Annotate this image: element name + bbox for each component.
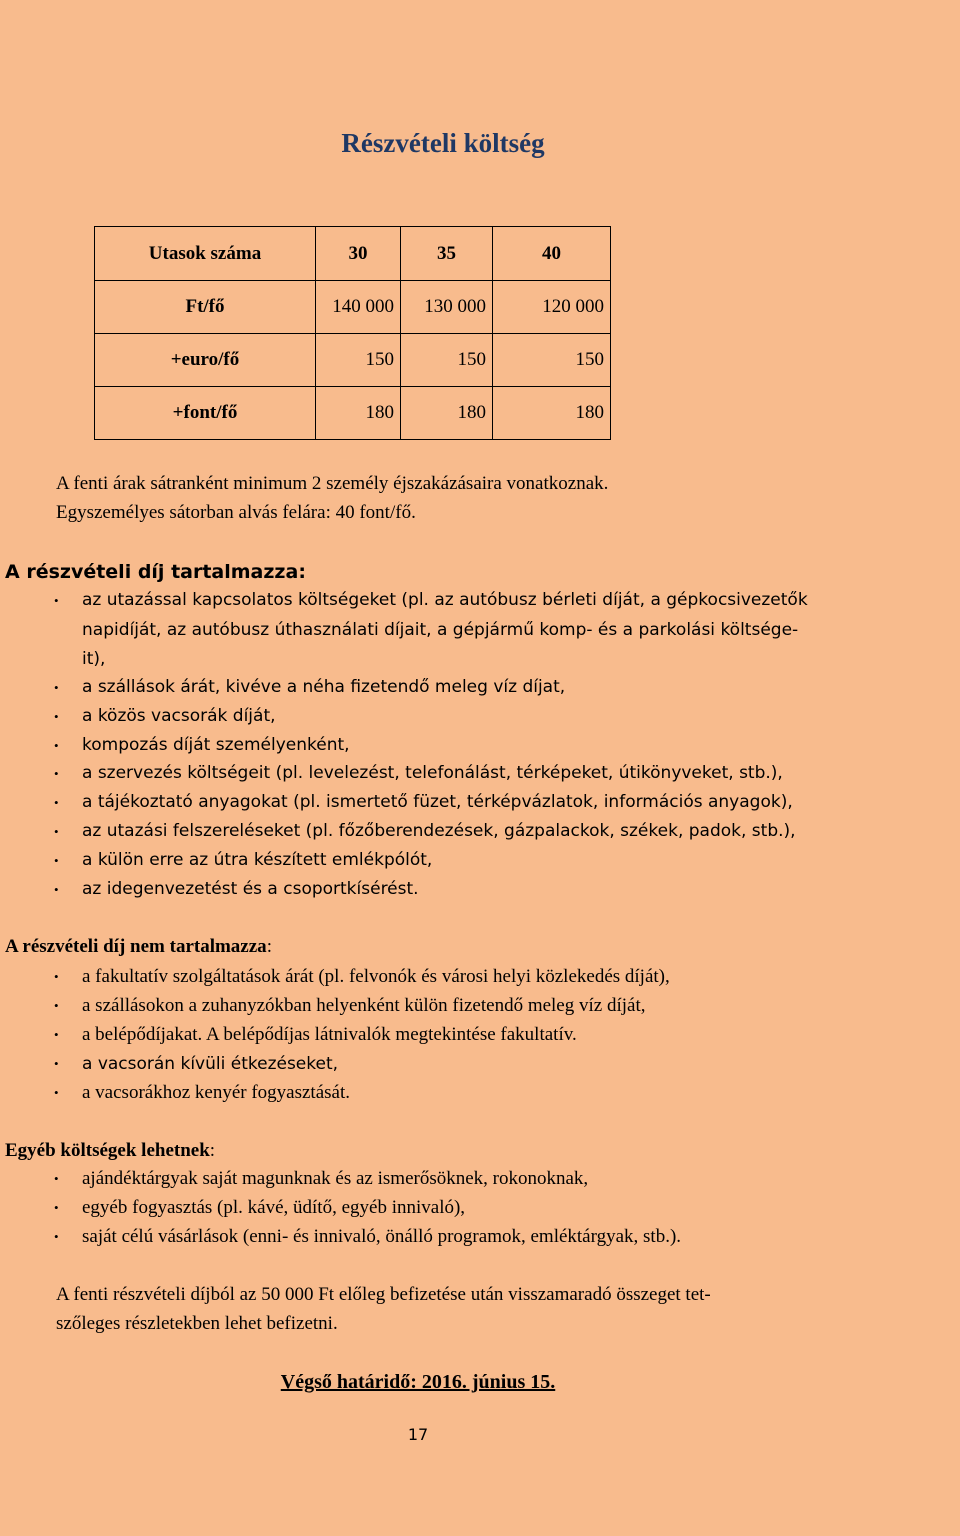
included-heading: A részvételi díj tartalmazza:	[5, 561, 306, 583]
list-item: az utazással kapcsolatos költségeket (pl. az autóbusz bérleti díját, a gépkocsivezetők	[82, 590, 808, 610]
bullet-icon: •	[54, 1085, 59, 1100]
list-item: saját célú vásárlások (enni- és innivaló, önálló programok, emléktárgyak, stb.).	[82, 1226, 682, 1247]
bullet-icon: •	[54, 1027, 59, 1042]
price-table	[94, 226, 611, 440]
table-cell: 150	[493, 334, 611, 387]
bullet-icon: •	[54, 709, 59, 724]
list-item: a szervezés költségeit (pl. levelezést, telefonálást, térképeket, útikönyveket, stb.),	[82, 763, 783, 783]
payment-text: szőleges részletekben lehet befizetni.	[56, 1313, 338, 1334]
table-cell: 180	[316, 387, 401, 440]
list-item: kompozás díját személyenként,	[82, 735, 350, 755]
table-header-cell: 35	[401, 227, 493, 281]
table-cell: 140 000	[316, 281, 401, 334]
table-row	[95, 387, 611, 440]
table-cell: 180	[401, 387, 493, 440]
payment-text: A fenti részvételi díjból az 50 000 Ft előleg befizetése után visszamaradó összeget tet-	[56, 1284, 711, 1305]
list-item: a vacsorákhoz kenyér fogyasztását.	[82, 1082, 350, 1103]
table-cell: 150	[316, 334, 401, 387]
table-header-cell: Utasok száma	[95, 227, 316, 281]
row-label: +font/fő	[95, 387, 316, 440]
list-item: a tájékoztató anyagokat (pl. ismertető füzet, térképvázlatok, információs anyagok),	[82, 792, 793, 812]
table-cell: 180	[493, 387, 611, 440]
bullet-icon: •	[54, 853, 59, 868]
table-cell: 150	[401, 334, 493, 387]
bullet-icon: •	[54, 998, 59, 1013]
note-line: A fenti árak sátranként minimum 2 személy éjszakázásaira vonatkoznak.	[56, 473, 609, 494]
list-item-continuation: it),	[82, 649, 106, 669]
deadline: Végső határidő: 2016. június 15.	[280, 1371, 556, 1393]
list-item: a szállásokon a zuhanyzókban helyenként külön fizetendő meleg víz díját,	[82, 995, 646, 1016]
row-label: +euro/fő	[95, 334, 316, 387]
list-item: egyéb fogyasztás (pl. kávé, üdítő, egyéb innivaló),	[82, 1197, 466, 1218]
row-label: Ft/fő	[95, 281, 316, 334]
list-item-continuation: napidíját, az autóbusz úthasználati díjait, a gépjármű komp- és a parkolási költsége-	[82, 620, 799, 640]
bullet-icon: •	[54, 795, 59, 810]
bullet-icon: •	[54, 1171, 59, 1186]
list-item: a belépődíjakat. A belépődíjas látnivalók megtekintése fakultatív.	[82, 1024, 577, 1045]
list-item: az idegenvezetést és a csoportkísérést.	[82, 879, 419, 899]
bullet-icon: •	[54, 680, 59, 695]
table-cell: 130 000	[401, 281, 493, 334]
table-cell: 120 000	[493, 281, 611, 334]
table-row	[95, 281, 611, 334]
list-item: az utazási felszereléseket (pl. főzőberendezések, gázpalackok, székek, padok, stb.),	[82, 821, 796, 841]
bullet-icon: •	[54, 824, 59, 839]
excluded-heading: A részvételi díj nem tartalmazza:	[5, 936, 272, 957]
list-item: a közös vacsorák díját,	[82, 706, 276, 726]
table-header-row	[95, 227, 611, 281]
page-number: 17	[407, 1425, 429, 1444]
list-item: a fakultatív szolgáltatások árát (pl. felvonók és városi helyi közlekedés díját),	[82, 966, 670, 987]
table-header-cell: 40	[493, 227, 611, 281]
table-header-cell: 30	[316, 227, 401, 281]
bullet-icon: •	[54, 1200, 59, 1215]
list-item: a külön erre az útra készített emlékpólót,	[82, 850, 433, 870]
bullet-icon: •	[54, 882, 59, 897]
note-line: Egyszemélyes sátorban alvás felára: 40 font/fő.	[56, 502, 416, 523]
other-costs-heading: Egyéb költségek lehetnek:	[5, 1140, 216, 1161]
bullet-icon: •	[54, 766, 59, 781]
bullet-icon: •	[54, 1229, 59, 1244]
list-item: ajándéktárgyak saját magunknak és az ismerősöknek, rokonoknak,	[82, 1168, 589, 1189]
bullet-icon: •	[54, 1056, 59, 1071]
page-title: Részvételi költség	[341, 128, 545, 158]
list-item: a szállások árát, kivéve a néha fizetendő meleg víz díjat,	[82, 677, 566, 697]
bullet-icon: •	[54, 738, 59, 753]
bullet-icon: •	[54, 969, 59, 984]
table-row	[95, 334, 611, 387]
bullet-icon: •	[54, 593, 59, 608]
list-item: a vacsorán kívüli étkezéseket,	[82, 1054, 339, 1074]
